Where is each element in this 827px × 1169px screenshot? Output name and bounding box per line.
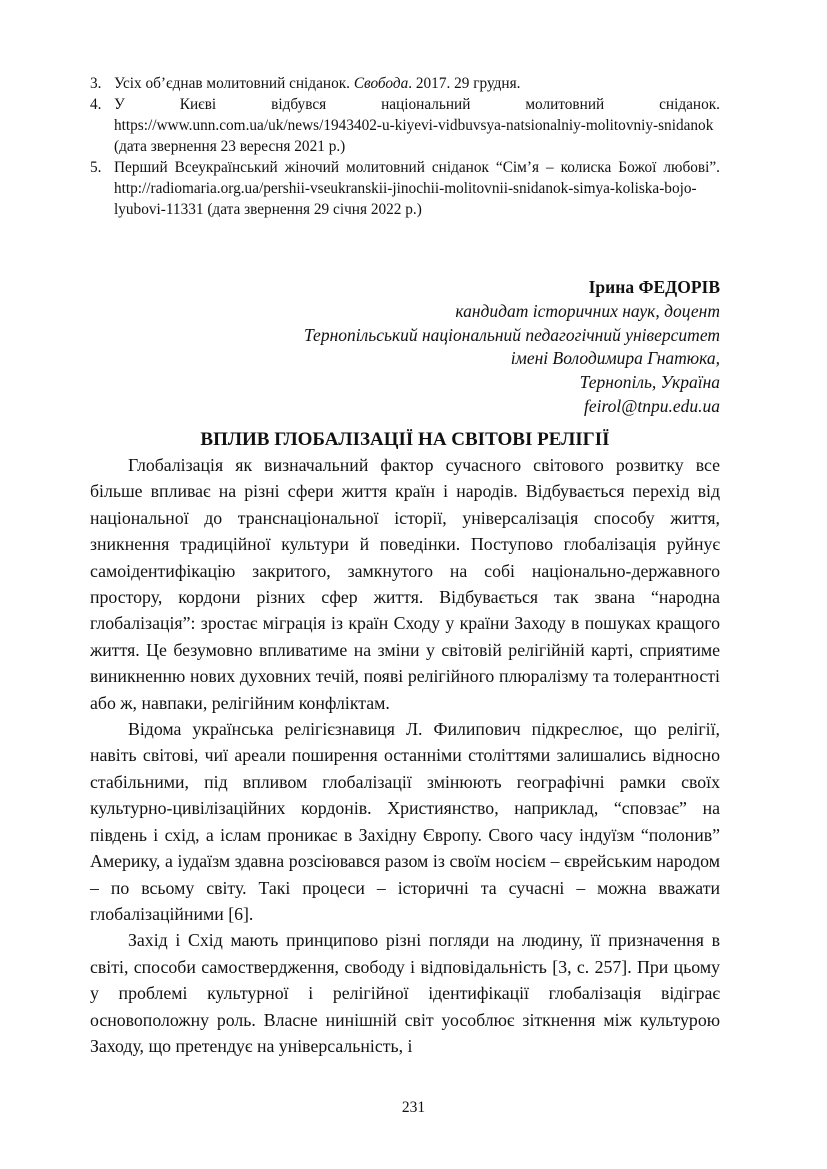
reference-text: Усіх об’єднав молитовний сніданок. Свобода. 2017. 29 грудня. <box>114 75 521 92</box>
paragraph: Відома українська релігієзнавиця Л. Филипович підкреслює, що релігії, навіть світові, чиї ареали поширення останніми століттями залишались відносно стабільними, під впливом глобалізації змінюють географічні рамки своїх культурно-цивілізаційних кордонів. Християнство, наприклад, “сповзає” на південь і схід, а іслам проникає в Західну Європу. Свого часу індуїзм “полонив” Америку, а іудаїзм здавна розсіювався разом із своїм носієм – єврейським народом – по всьому світу. Такі процеси – історичні та сучасні – можна вважати глобалізаційними [6]. <box>90 719 720 924</box>
paragraph: Глобалізація як визначальний фактор сучасного світового розвитку все більше впливає на різні сфери життя країн і народів. Відбувається перехід від національної до транснаціональної історії, універсалізація способу життя, зникнення традиційної культури й поведінки. Поступово глобалізація руйнує самоідентифікацію закритого, замкнутого на собі національно-державного простору, кордони різних сфер життя. Відбувається так звана “народна глобалізація”: зростає міграція із країн Сходу у країни Заходу в пошуках кращого життя. Це безумовно впливатиме на зміни у світовій релігійній карті, сприятиме виникненню нових духовних течій, появі релігійного плюралізму та толерантності або ж, навпаки, релігійним конфліктам. <box>90 455 720 713</box>
author-university: Тернопільський національний педагогічний університет <box>303 324 720 345</box>
reference-source-italic: Свобода <box>353 75 409 92</box>
author-university-name: імені Володимира Гнатюка, <box>510 348 720 369</box>
reference-number: 5. <box>90 159 102 176</box>
paragraph: Захід і Схід мають принципово різні погляди на людину, її призначення в світі, способи самоствердження, свободу і відповідальність [3, с. 257]. При цьому у проблемі культурної і релігійної ідентифікації глобалізація відіграє основоположну роль. Власне нинішній світ уособлює зіткнення між культурою Заходу, що претендує на універсальність, і <box>90 930 720 1056</box>
author-city: Тернопіль, Україна <box>579 372 720 393</box>
author-degree: кандидат історичних наук, доцент <box>455 300 720 321</box>
article-title: ВПЛИВ ГЛОБАЛІЗАЦІЇ НА СВІТОВІ РЕЛІГІЇ <box>200 429 610 450</box>
author-name: Ірина ФЕДОРІВ <box>588 277 720 297</box>
reference-number: 3. <box>90 75 102 92</box>
author-email: feirol@tnpu.edu.ua <box>584 395 720 416</box>
author-block <box>304 276 720 419</box>
reference-item <box>90 94 720 157</box>
reference-item <box>90 157 720 220</box>
article-body <box>90 452 720 1059</box>
reference-item <box>90 73 720 94</box>
reference-list <box>90 73 720 220</box>
reference-number: 4. <box>90 96 102 113</box>
page-number: 231 <box>401 1099 426 1116</box>
reference-text: Перший Всеукраїнський жіночий молитовний сніданок “Сім’я – колиска Божої любові”. http://radiomaria.org.ua/pershii-vseukranskii-jinochii-molitovnii-snidanok-simya-koliska-bojo-lyubovi-11331 (дата звернення 29 січня 2022 р.) <box>114 159 720 218</box>
reference-text: У Києві відбувся національний молитовний сніданок. https://www.unn.com.ua/uk/news/1943402-u-kiyevi-vidbuvsya-natsionalniy-molitovniy-snidanok (дата звернення 23 вересня 2021 р.) <box>114 96 720 155</box>
